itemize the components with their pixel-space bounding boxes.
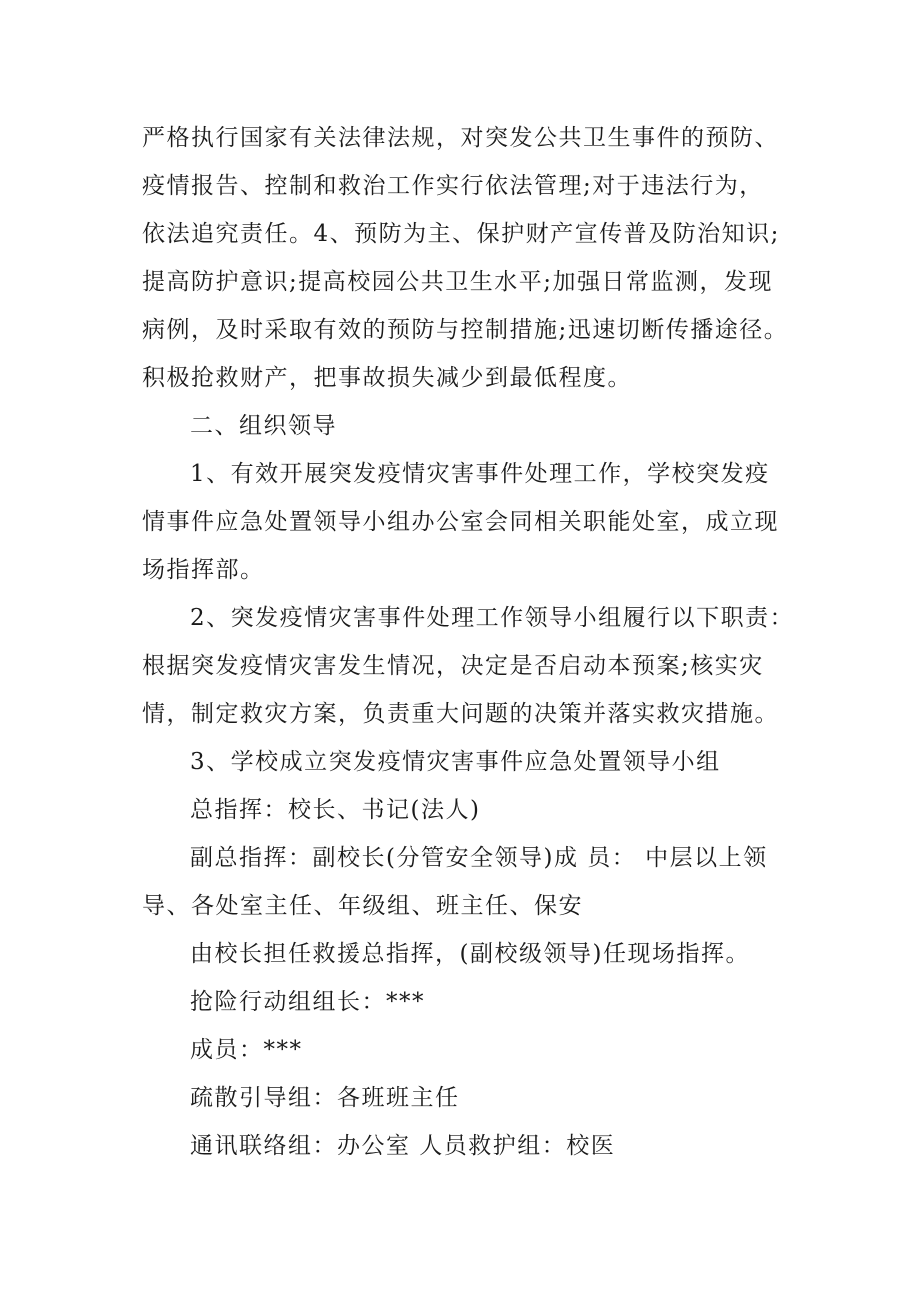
text-line: 总指挥：校长、书记(法人) bbox=[190, 797, 481, 823]
text-line: 导、各处室主任、年级组、班主任、保安 bbox=[142, 893, 583, 919]
text-line: 依法追究责任。4、预防为主、保护财产宣传普及防治知识; bbox=[142, 221, 780, 247]
text-line: 根据突发疫情灾害发生情况，决定是否启动本预案;核实灾 bbox=[142, 653, 764, 679]
text-line: 积极抢救财产，把事故损失减少到最低程度。 bbox=[142, 365, 632, 391]
text-line: 抢险行动组组长：*** bbox=[190, 989, 425, 1015]
text-line: 病例，及时采取有效的预防与控制措施;迅速切断传播途径。 bbox=[142, 317, 789, 343]
text-line: 场指挥部。 bbox=[142, 557, 265, 583]
text-line: 1、有效开展突发疫情灾害事件处理工作，学校突发疫 bbox=[190, 461, 770, 487]
text-line: 疏散引导组：各班班主任 bbox=[190, 1085, 460, 1111]
section-heading: 二、组织领导 bbox=[190, 413, 337, 439]
text-line: 提高防护意识;提高校园公共卫生水平;加强日常监测，发现 bbox=[142, 269, 773, 295]
text-line: 严格执行国家有关法律法规，对突发公共卫生事件的预防、 bbox=[142, 125, 779, 151]
text-line: 疫情报告、控制和救治工作实行依法管理;对于违法行为， bbox=[142, 173, 764, 199]
text-line: 情，制定救灾方案，负责重大问题的决策并落实救灾措施。 bbox=[142, 701, 779, 727]
text-line: 情事件应急处置领导小组办公室会同相关职能处室，成立现 bbox=[142, 509, 779, 535]
text-line: 成员：*** bbox=[190, 1037, 303, 1063]
text-line: 副总指挥：副校长(分管安全领导)成 员： 中层以上领 bbox=[190, 845, 768, 871]
text-line: 由校长担任救援总指挥，(副校级领导)任现场指挥。 bbox=[190, 941, 750, 967]
text-line: 通讯联络组：办公室 人员救护组：校医 bbox=[190, 1133, 616, 1159]
text-line: 2、突发疫情灾害事件处理工作领导小组履行以下职责： bbox=[190, 605, 795, 631]
text-line: 3、学校成立突发疫情灾害事件应急处置领导小组 bbox=[190, 749, 721, 775]
